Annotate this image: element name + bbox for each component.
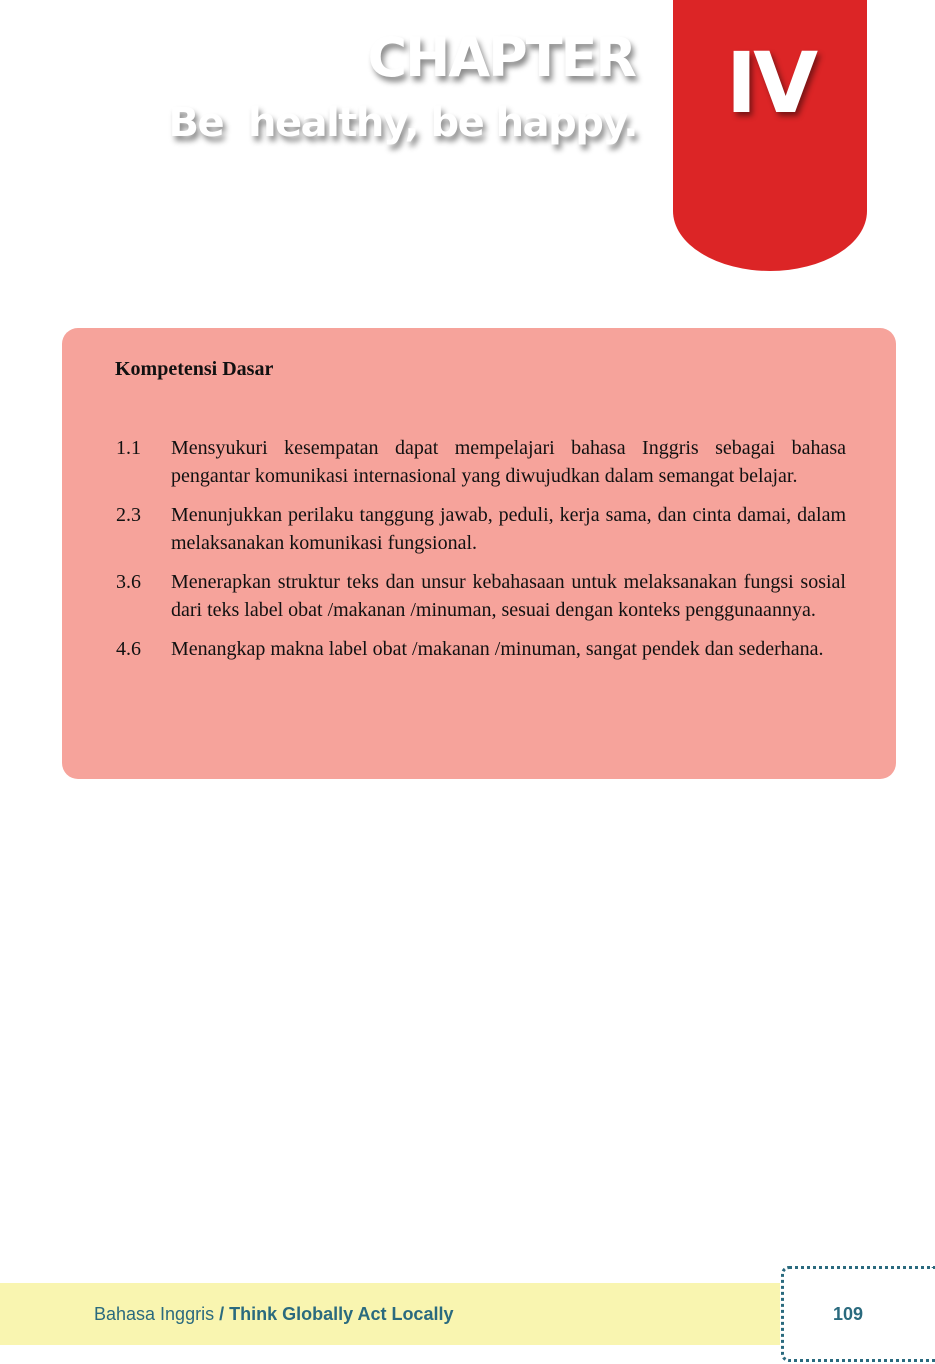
item-text: Menunjukkan perilaku tanggung jawab, peduli, kerja sama, dan cinta damai, dalam melaksanakan komunikasi fungsional. — [171, 504, 846, 554]
item-text: Menerapkan struktur teks dan unsur kebahasaan untuk melaksanakan fungsi sosial dari teks label obat /makanan /minuman, sesuai dengan konteks penggunaannya. — [171, 571, 846, 621]
series-title: Think Globally Act Locally — [229, 1304, 454, 1324]
item-number: 3.6 — [116, 571, 141, 593]
footer-band — [0, 1283, 780, 1345]
footer-title — [94, 1304, 453, 1325]
book-title: Bahasa Inggris — [94, 1304, 215, 1324]
competency-heading: Kompetensi Dasar — [115, 358, 274, 380]
list-item — [116, 569, 846, 624]
chapter-subtitle: Be healthy, be happy. — [168, 100, 637, 146]
page-number: 109 — [833, 1304, 864, 1324]
list-item — [116, 502, 846, 557]
item-number: 1.1 — [116, 437, 141, 459]
list-item — [116, 636, 846, 664]
item-number: 2.3 — [116, 504, 141, 526]
list-item — [116, 435, 846, 490]
competency-list — [116, 435, 846, 676]
chapter-number: IV — [725, 34, 815, 132]
item-number: 4.6 — [116, 638, 141, 660]
chapter-label: CHAPTER — [367, 26, 635, 89]
chapter-tab — [673, 0, 867, 271]
item-text: Mensyukuri kesempatan dapat mempelajari bahasa Inggris sebagai bahasa pengantar komunikasi internasional yang diwujudkan dalam semangat belajar. — [171, 437, 846, 487]
competency-box — [62, 328, 896, 779]
item-text: Menangkap makna label obat /makanan /minuman, sangat pendek dan sederhana. — [171, 638, 824, 660]
separator: / — [214, 1304, 230, 1324]
